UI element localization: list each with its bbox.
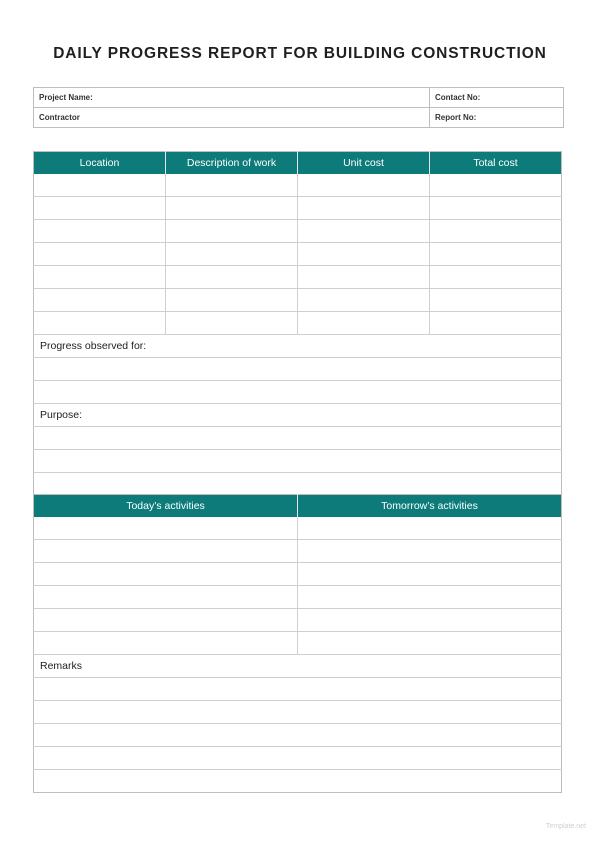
table-cell[interactable]	[298, 586, 562, 609]
purpose-line[interactable]	[34, 450, 562, 473]
table-cell[interactable]	[298, 197, 430, 220]
section-row	[34, 655, 562, 678]
table-cell[interactable]	[166, 174, 298, 197]
remarks-line[interactable]	[34, 724, 562, 747]
total-cost-column-header: Total cost	[430, 152, 562, 175]
work-progress-table	[33, 151, 562, 496]
watermark-logo: Template.net	[545, 823, 586, 830]
progress-line[interactable]	[34, 381, 562, 404]
table-cell[interactable]	[166, 197, 298, 220]
table-cell[interactable]	[298, 609, 562, 632]
table-cell[interactable]	[430, 174, 562, 197]
section-row	[34, 404, 562, 427]
project-name-field[interactable]: Project Name:	[34, 88, 430, 108]
progress-line[interactable]	[34, 358, 562, 381]
table-cell[interactable]	[34, 289, 166, 312]
table-row	[34, 312, 562, 335]
table-cell[interactable]	[34, 517, 298, 540]
table-cell[interactable]	[34, 220, 166, 243]
activities-table	[33, 494, 562, 793]
blank-line-row	[34, 473, 562, 496]
table-cell[interactable]	[34, 586, 298, 609]
table-row	[34, 586, 562, 609]
table-row	[34, 632, 562, 655]
table-cell[interactable]	[166, 312, 298, 335]
table-cell[interactable]	[34, 243, 166, 266]
table-cell[interactable]	[166, 220, 298, 243]
table-row	[34, 220, 562, 243]
table-row	[34, 243, 562, 266]
table-cell[interactable]	[298, 220, 430, 243]
table-cell[interactable]	[298, 632, 562, 655]
table-row	[34, 197, 562, 220]
table-row	[34, 517, 562, 540]
blank-line-row	[34, 450, 562, 473]
contractor-field[interactable]: Contractor	[34, 108, 430, 128]
blank-line-row	[34, 678, 562, 701]
document-title: DAILY PROGRESS REPORT FOR BUILDING CONSTRUCTION	[53, 45, 547, 62]
table-cell[interactable]	[34, 609, 298, 632]
table-cell[interactable]	[430, 312, 562, 335]
table-cell[interactable]	[34, 312, 166, 335]
remarks-label: Remarks	[34, 655, 562, 678]
table-cell[interactable]	[34, 632, 298, 655]
unit-cost-column-header: Unit cost	[298, 152, 430, 175]
table-row	[34, 266, 562, 289]
table-row	[34, 540, 562, 563]
table-row	[34, 609, 562, 632]
section-row	[34, 335, 562, 358]
table-cell[interactable]	[430, 220, 562, 243]
blank-line-row	[34, 747, 562, 770]
report-no-field[interactable]: Report No:	[430, 108, 564, 128]
table-cell[interactable]	[298, 540, 562, 563]
table-cell[interactable]	[430, 266, 562, 289]
table-cell[interactable]	[34, 266, 166, 289]
contact-no-field[interactable]: Contact No:	[430, 88, 564, 108]
table-cell[interactable]	[166, 266, 298, 289]
todays-activities-header: Today’s activities	[34, 495, 298, 518]
table-cell[interactable]	[34, 197, 166, 220]
table-row	[34, 289, 562, 312]
remarks-line[interactable]	[34, 701, 562, 724]
progress-observed-label: Progress observed for:	[34, 335, 562, 358]
table-header-row	[34, 152, 562, 175]
blank-line-row	[34, 724, 562, 747]
location-column-header: Location	[34, 152, 166, 175]
table-cell[interactable]	[430, 289, 562, 312]
purpose-line[interactable]	[34, 473, 562, 496]
purpose-label: Purpose:	[34, 404, 562, 427]
remarks-line[interactable]	[34, 678, 562, 701]
blank-line-row	[34, 381, 562, 404]
project-info-table	[33, 87, 564, 128]
table-cell[interactable]	[34, 174, 166, 197]
table-cell[interactable]	[298, 174, 430, 197]
table-cell[interactable]	[298, 289, 430, 312]
info-row	[34, 88, 564, 108]
tomorrows-activities-header: Tomorrow’s activities	[298, 495, 562, 518]
table-cell[interactable]	[34, 540, 298, 563]
blank-line-row	[34, 770, 562, 793]
remarks-line[interactable]	[34, 770, 562, 793]
blank-line-row	[34, 701, 562, 724]
blank-line-row	[34, 427, 562, 450]
table-cell[interactable]	[430, 243, 562, 266]
info-row	[34, 108, 564, 128]
table-cell[interactable]	[298, 266, 430, 289]
table-cell[interactable]	[298, 243, 430, 266]
table-header-row	[34, 495, 562, 518]
table-cell[interactable]	[430, 197, 562, 220]
purpose-line[interactable]	[34, 427, 562, 450]
table-row	[34, 563, 562, 586]
table-cell[interactable]	[298, 563, 562, 586]
table-cell[interactable]	[166, 289, 298, 312]
table-cell[interactable]	[298, 312, 430, 335]
description-column-header: Description of work	[166, 152, 298, 175]
table-cell[interactable]	[298, 517, 562, 540]
table-cell[interactable]	[166, 243, 298, 266]
table-cell[interactable]	[34, 563, 298, 586]
blank-line-row	[34, 358, 562, 381]
remarks-line[interactable]	[34, 747, 562, 770]
table-row	[34, 174, 562, 197]
